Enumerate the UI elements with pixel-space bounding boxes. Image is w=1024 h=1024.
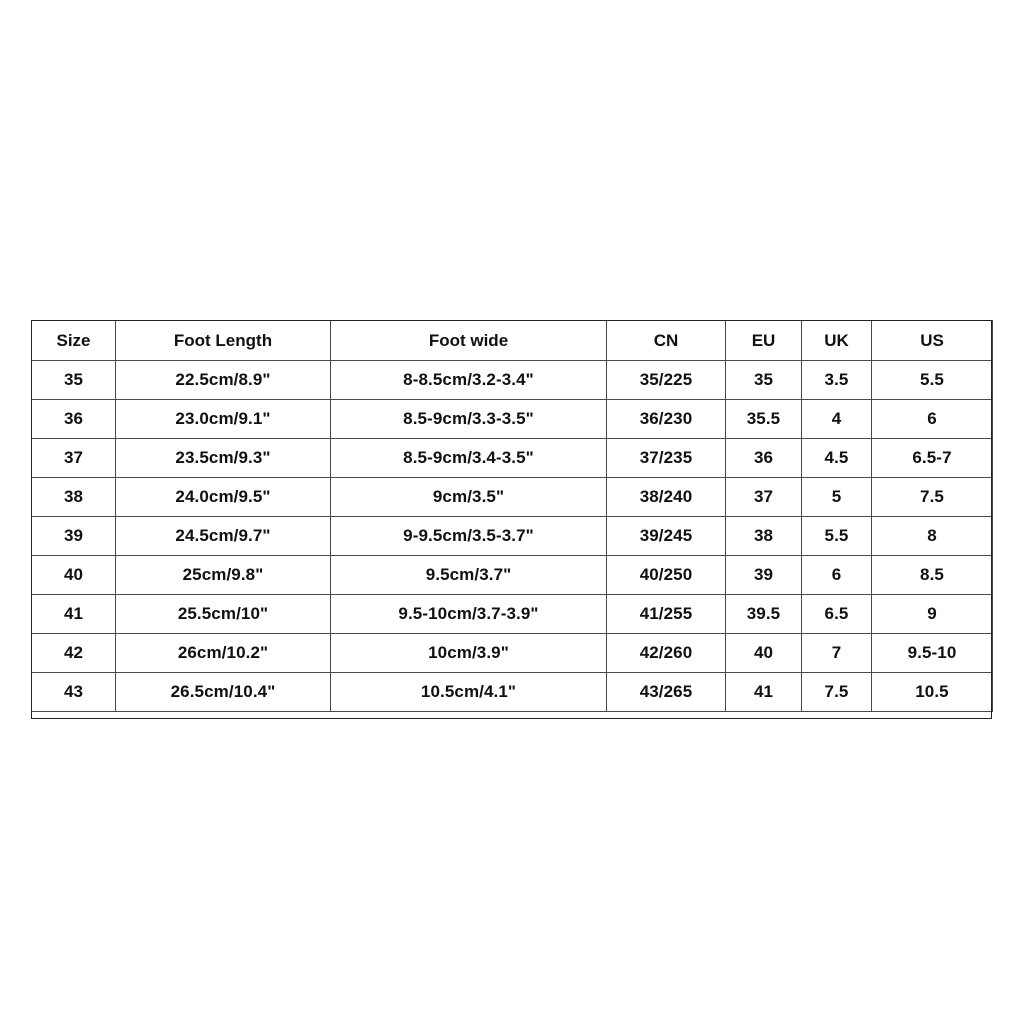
- cell-uk: 5.5: [802, 517, 872, 556]
- cell-foot-wide: 8.5-9cm/3.4-3.5": [331, 439, 607, 478]
- cell-size: 37: [32, 439, 116, 478]
- cell-foot-wide: 10.5cm/4.1": [331, 673, 607, 712]
- cell-us: 6: [872, 400, 993, 439]
- table-header-row: [32, 321, 993, 361]
- cell-us: 5.5: [872, 361, 993, 400]
- cell-foot-length: 24.5cm/9.7": [116, 517, 331, 556]
- table-row: [32, 439, 993, 478]
- cell-cn: 39/245: [607, 517, 726, 556]
- cell-cn: 38/240: [607, 478, 726, 517]
- cell-us: 8.5: [872, 556, 993, 595]
- cell-eu: 37: [726, 478, 802, 517]
- cell-us: 9: [872, 595, 993, 634]
- cell-size: 38: [32, 478, 116, 517]
- cell-cn: 40/250: [607, 556, 726, 595]
- table-row: [32, 634, 993, 673]
- cell-us: 9.5-10: [872, 634, 993, 673]
- cell-size: 42: [32, 634, 116, 673]
- table-row: [32, 595, 993, 634]
- cell-foot-length: 25.5cm/10": [116, 595, 331, 634]
- cell-eu: 35: [726, 361, 802, 400]
- column-header-foot-length: Foot Length: [116, 321, 331, 361]
- column-header-size: Size: [32, 321, 116, 361]
- cell-cn: 37/235: [607, 439, 726, 478]
- cell-foot-length: 26cm/10.2": [116, 634, 331, 673]
- cell-cn: 35/225: [607, 361, 726, 400]
- cell-foot-length: 23.0cm/9.1": [116, 400, 331, 439]
- table-row: [32, 517, 993, 556]
- cell-foot-length: 26.5cm/10.4": [116, 673, 331, 712]
- cell-foot-wide: 8-8.5cm/3.2-3.4": [331, 361, 607, 400]
- table-row: [32, 478, 993, 517]
- cell-uk: 6.5: [802, 595, 872, 634]
- column-header-us: US: [872, 321, 993, 361]
- cell-us: 7.5: [872, 478, 993, 517]
- cell-us: 6.5-7: [872, 439, 993, 478]
- cell-us: 10.5: [872, 673, 993, 712]
- cell-cn: 36/230: [607, 400, 726, 439]
- cell-size: 41: [32, 595, 116, 634]
- cell-eu: 40: [726, 634, 802, 673]
- cell-foot-wide: 9cm/3.5": [331, 478, 607, 517]
- cell-foot-length: 22.5cm/8.9": [116, 361, 331, 400]
- column-header-eu: EU: [726, 321, 802, 361]
- cell-size: 39: [32, 517, 116, 556]
- cell-us: 8: [872, 517, 993, 556]
- cell-foot-wide: 9-9.5cm/3.5-3.7": [331, 517, 607, 556]
- column-header-uk: UK: [802, 321, 872, 361]
- cell-uk: 4.5: [802, 439, 872, 478]
- cell-eu: 36: [726, 439, 802, 478]
- cell-cn: 43/265: [607, 673, 726, 712]
- cell-cn: 42/260: [607, 634, 726, 673]
- cell-foot-length: 25cm/9.8": [116, 556, 331, 595]
- cell-size: 43: [32, 673, 116, 712]
- column-header-cn: CN: [607, 321, 726, 361]
- cell-size: 40: [32, 556, 116, 595]
- cell-eu: 35.5: [726, 400, 802, 439]
- cell-size: 35: [32, 361, 116, 400]
- cell-eu: 39.5: [726, 595, 802, 634]
- cell-uk: 6: [802, 556, 872, 595]
- table-row: [32, 673, 993, 712]
- cell-uk: 3.5: [802, 361, 872, 400]
- cell-uk: 7: [802, 634, 872, 673]
- cell-uk: 4: [802, 400, 872, 439]
- cell-foot-wide: 9.5-10cm/3.7-3.9": [331, 595, 607, 634]
- cell-eu: 38: [726, 517, 802, 556]
- table-row: [32, 400, 993, 439]
- column-header-foot-wide: Foot wide: [331, 321, 607, 361]
- cell-cn: 41/255: [607, 595, 726, 634]
- cell-foot-wide: 8.5-9cm/3.3-3.5": [331, 400, 607, 439]
- cell-uk: 7.5: [802, 673, 872, 712]
- table-row: [32, 361, 993, 400]
- cell-uk: 5: [802, 478, 872, 517]
- cell-foot-wide: 10cm/3.9": [331, 634, 607, 673]
- cell-foot-wide: 9.5cm/3.7": [331, 556, 607, 595]
- cell-eu: 39: [726, 556, 802, 595]
- cell-size: 36: [32, 400, 116, 439]
- table-row: [32, 556, 993, 595]
- cell-eu: 41: [726, 673, 802, 712]
- size-chart-table: [31, 320, 993, 712]
- cell-foot-length: 23.5cm/9.3": [116, 439, 331, 478]
- cell-foot-length: 24.0cm/9.5": [116, 478, 331, 517]
